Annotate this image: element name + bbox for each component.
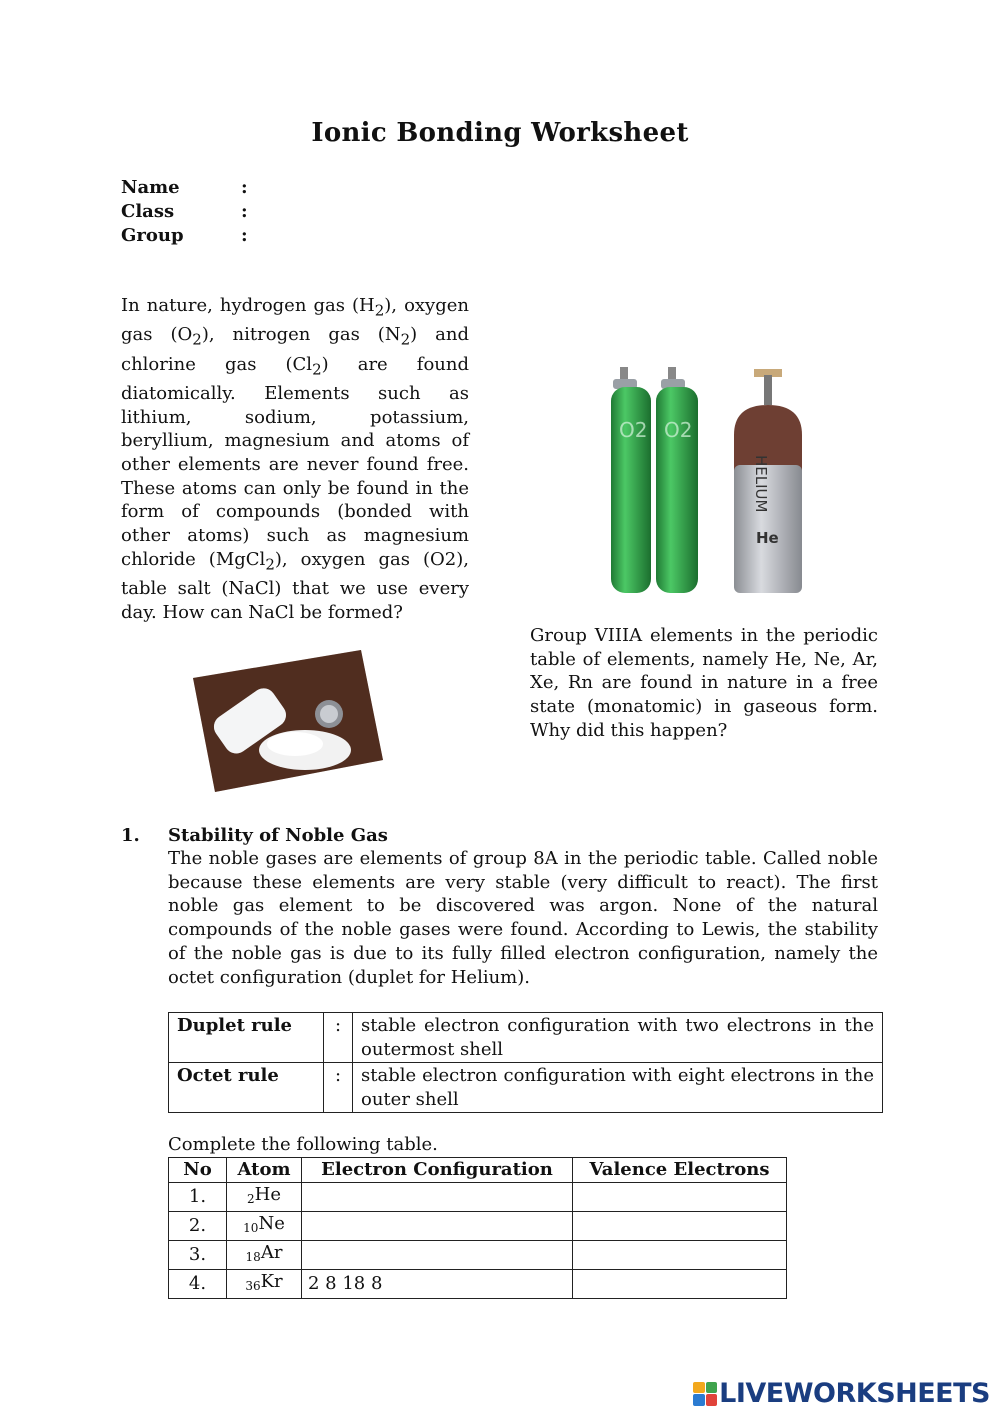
rule-colon: : — [324, 1013, 353, 1063]
valence-input[interactable] — [573, 1240, 787, 1269]
o2-cylinder-left — [611, 367, 651, 593]
valence-input[interactable] — [573, 1211, 787, 1240]
liveworksheets-logo-icon — [693, 1382, 717, 1406]
o2-label: O2 — [619, 418, 648, 442]
info-name-row[interactable] — [121, 176, 248, 200]
brand-name: LIVEWORKSHEETS — [719, 1378, 990, 1409]
valence-input[interactable] — [573, 1182, 787, 1211]
atom-cell: $_{18}$Ar — [227, 1240, 302, 1269]
section-heading — [121, 824, 388, 847]
table-header-row — [169, 1158, 787, 1183]
rule-name: Octet rule — [169, 1063, 324, 1113]
row-number: 1. — [169, 1182, 227, 1211]
table-row — [169, 1211, 787, 1240]
page-title: Ionic Bonding Worksheet — [311, 118, 689, 148]
column-header: Atom — [227, 1158, 302, 1183]
info-colon: : — [241, 225, 248, 246]
table-row — [169, 1182, 787, 1211]
config-input[interactable] — [302, 1182, 573, 1211]
section-title: Stability of Noble Gas — [168, 825, 388, 846]
table-caption: Complete the following table. — [168, 1134, 438, 1155]
rule-description: stable electron configuration with two electrons in the outermost shell — [353, 1013, 883, 1063]
rule-row — [169, 1013, 883, 1063]
noble-gas-paragraph: Group VIIIA elements in the periodic table of elements, namely He, Ne, Ar, Xe, Rn are found in nature in a free state (monatomic) in gaseous form. Why did this happen? — [530, 625, 878, 741]
info-group-row[interactable] — [121, 224, 248, 248]
column-header: Electron Configuration — [302, 1158, 573, 1183]
atom-cell: $_{10}$Ne — [227, 1211, 302, 1240]
section-number: 1. — [121, 825, 140, 846]
section-body: The noble gases are elements of group 8A in the periodic table. Called noble because these elements are very stable (very difficult to react). The first noble gas element to be discovered was argon. None of the natural compounds of the noble gases were found. According to Lewis, the stability of the noble gas is due to its fully filled electron configuration, namely the octet configuration (duplet for Helium). — [168, 848, 878, 988]
row-number: 2. — [169, 1211, 227, 1240]
valence-input[interactable] — [573, 1269, 787, 1298]
atom-cell: $_{36}$Kr — [227, 1269, 302, 1298]
helium-label: HELIUM — [752, 455, 770, 513]
info-colon: : — [241, 177, 248, 198]
config-input[interactable] — [302, 1240, 573, 1269]
info-label: Name — [121, 177, 180, 198]
gas-cylinders-image — [606, 365, 826, 605]
config-input[interactable] — [302, 1211, 573, 1240]
electron-config-table — [168, 1157, 787, 1299]
info-label: Class — [121, 201, 175, 222]
atom-cell: $_2$He — [227, 1182, 302, 1211]
info-class-row[interactable] — [121, 200, 248, 224]
rule-colon: : — [324, 1063, 353, 1113]
he-label: He — [756, 529, 779, 547]
helium-cylinder — [734, 369, 802, 593]
column-header: No — [169, 1158, 227, 1183]
table-row — [169, 1269, 787, 1298]
o2-label: O2 — [664, 418, 693, 442]
rule-row — [169, 1063, 883, 1113]
table-salt-image — [193, 650, 383, 792]
table-row — [169, 1240, 787, 1269]
rule-description: stable electron configuration with eight electrons in the outer shell — [353, 1063, 883, 1113]
rules-table — [168, 1012, 883, 1113]
row-number: 3. — [169, 1240, 227, 1269]
liveworksheets-logo[interactable] — [693, 1378, 990, 1409]
o2-cylinder-right — [656, 367, 698, 593]
row-number: 4. — [169, 1269, 227, 1298]
info-label: Group — [121, 225, 184, 246]
config-cell: 2 8 18 8 — [302, 1269, 573, 1298]
student-info — [121, 176, 248, 248]
rule-name: Duplet rule — [169, 1013, 324, 1063]
column-header: Valence Electrons — [573, 1158, 787, 1183]
info-colon: : — [241, 201, 248, 222]
intro-paragraph: In nature, hydrogen gas $(H_2)$, oxygen gas $(O_2)$, nitrogen gas $(N_2)$ and chlorine gas $(Cl_2)$ are found diatomically. Elements such as lithium, sodium, potassium, beryllium, magnesium and atoms of other elements are never found free. These atoms can only be found in the form of compounds (bonded with other atoms) such as magnesium chloride (MgCl$_2$), oxygen gas (O2), table salt (NaCl) that we use every day. How can NaCl be formed? — [121, 295, 470, 623]
